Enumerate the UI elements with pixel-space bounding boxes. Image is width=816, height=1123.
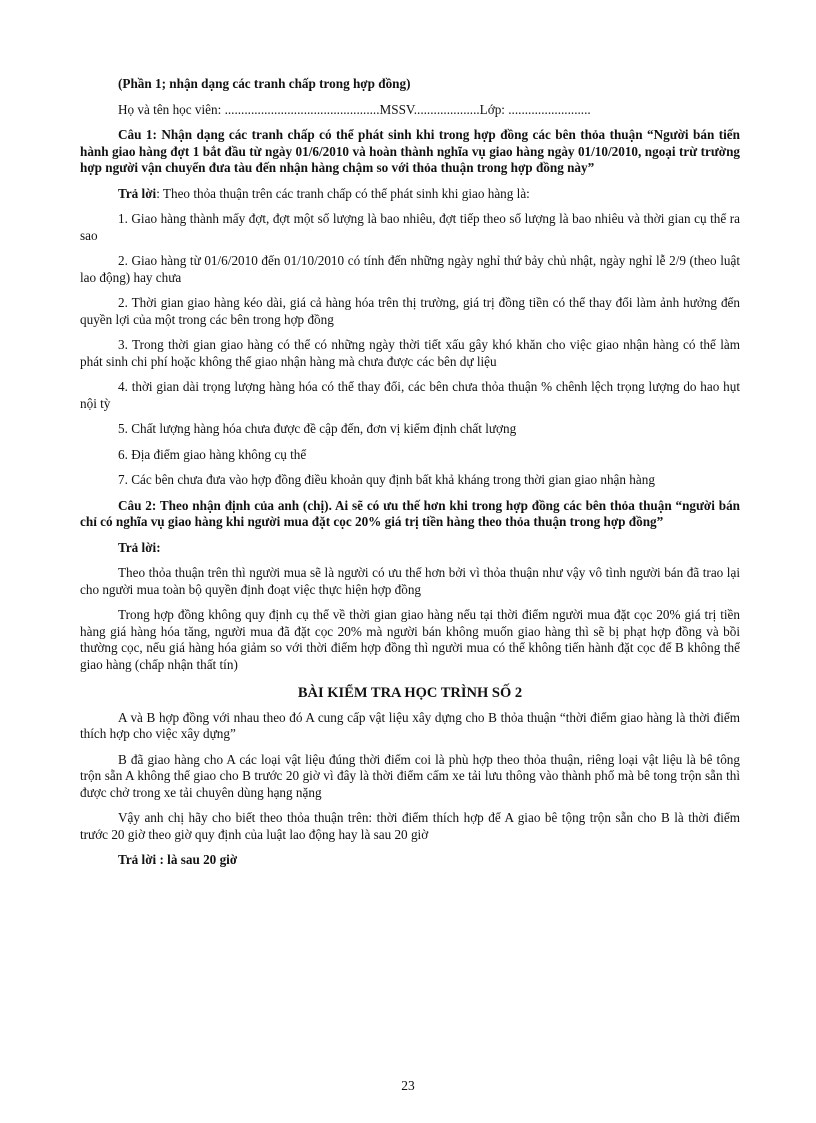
test-2-paragraph: A và B hợp đồng với nhau theo đó A cung cấp vật liệu xây dựng cho B thỏa thuận “thời điểm giao hàng là thời điểm thích hợp cho việc xây dựng” (80, 709, 740, 741)
question-1: Câu 1: Nhận dạng các tranh chấp có thể phát sinh khi trong hợp đồng các bên thỏa thuận “Người bán tiến hành giao hàng đợt 1 bắt đầu từ ngày 01/6/2010 và hoàn thành nghĩa vụ giao hàng ngày 01/10/2010, ngoại trừ trường hợp người vận chuyển đưa tàu đến nhận hàng chậm so với thỏa thuận trong hợp đồng này” (80, 127, 740, 175)
answer-1-item: 5. Chất lượng hàng hóa chưa được đề cập đến, đơn vị kiểm định chất lượng (118, 421, 517, 436)
test-2-answer: Trả lời : là sau 20 giờ (118, 852, 238, 867)
test-2-heading: BÀI KIỂM TRA HỌC TRÌNH SỐ 2 (297, 685, 523, 701)
document-page (80, 76, 740, 869)
answer-2-paragraph: Theo thỏa thuận trên thì người mua sẽ là người có ưu thế hơn bởi vì thỏa thuận như vậy vô tình người bán đã trao lại cho người mua toàn bộ quyền định đoạt việc thực hiện hợp đồng (80, 565, 740, 597)
part1-heading: (Phần 1; nhận dạng các tranh chấp trong hợp đồng) (118, 76, 411, 91)
answer-label: Trả lời (118, 185, 157, 201)
answer-1-intro (80, 186, 740, 203)
answer-1-item: 6. Địa điểm giao hàng không cụ thể (118, 446, 307, 462)
student-info-line: Họ và tên học viên: ...............................................MSSV....................Lớp: ......................... (118, 101, 591, 117)
test-2-paragraph: B đã giao hàng cho A các loại vật liệu đúng thời điểm coi là phù hợp theo thỏa thuận, riêng loại vật liệu là bê tông trộn sẵn A không thể giao cho B trước 20 giờ vì đây là thời điểm cấm xe tải lưu thông vào thành phố mà bê tong trộn sẵn thì được chở trong xe tải chuyên dùng hạng nặng (80, 751, 740, 800)
answer-1-item: 1. Giao hàng thành mấy đợt, đợt một số lượng là bao nhiêu, đợt tiếp theo số lượng là bao nhiêu và thời gian cụ thể ra sao (80, 211, 740, 243)
page-number: 23 (401, 1078, 415, 1093)
answer-1-item: 3. Trong thời gian giao hàng có thể có những ngày thời tiết xấu gây khó khăn cho việc giao nhận hàng có thể làm phát sinh chi phí hoặc không thể giao nhận hàng mà chưa được các bên dự liệu (80, 337, 740, 369)
answer-1-intro-text: : Theo thỏa thuận trên các tranh chấp có thể phát sinh khi giao hàng là: (156, 185, 530, 201)
question-2: Câu 2: Theo nhận định của anh (chị). Ai sẽ có ưu thế hơn khi trong hợp đồng các bên thỏa thuận “người bán chỉ có nghĩa vụ giao hàng khi người mua đặt cọc 20% giá trị tiền hàng theo thỏa thuận trong hợp đồng” (80, 497, 740, 529)
answer-1-item: 7. Các bên chưa đưa vào hợp đồng điều khoản quy định bất khả kháng trong thời gian giao nhận hàng (118, 472, 655, 487)
test-2-paragraph: Vậy anh chị hãy cho biết theo thỏa thuận trên: thời điểm thích hợp để A giao bê tộng trộn sẵn cho B là thời điểm trước 20 giờ theo giờ quy định của luật lao động hay là sau 20 giờ (80, 810, 740, 842)
answer-1-item: 4. thời gian dài trọng lượng hàng hóa có thể thay đổi, các bên chưa thỏa thuận % chênh lệch trọng lượng do hao hụt nội tỳ (80, 379, 740, 411)
answer-2-paragraph: Trong hợp đồng không quy định cụ thể về thời gian giao hàng nếu tại thời điểm người mua đặt cọc 20% giá trị tiền hàng giá hàng hóa tăng, người mua đã đặt cọc 20% mà người bán không muốn giao hàng thì sẽ bị phạt hợp đồng và bồi thường cọc, nếu giá hàng hóa giảm so với thời điểm hợp đồng thì người mua có thể không tiến hành đặt cọc để B không thể giao hàng (chấp nhận thất tín) (80, 607, 740, 672)
answer-2-label: Trả lời: (118, 539, 161, 555)
answer-1-item: 2. Giao hàng từ 01/6/2010 đến 01/10/2010 có tính đến những ngày nghỉ thứ bảy chủ nhật, ngày nghỉ lễ 2/9 (theo luật lao động) hay chưa (80, 253, 740, 285)
answer-1-item: 2. Thời gian giao hàng kéo dài, giá cả hàng hóa trên thị trường, giá trị đồng tiền có thể thay đổi làm ảnh hưởng đến quyền lợi của một trong các bên trong hợp đồng (80, 295, 740, 327)
